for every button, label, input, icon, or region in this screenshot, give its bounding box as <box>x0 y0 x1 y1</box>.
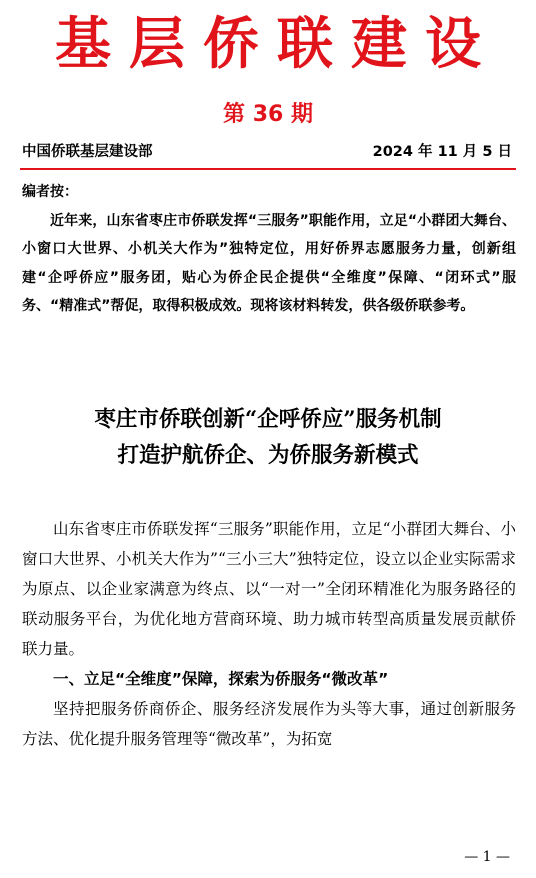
article-paragraph: 坚持把服务侨商侨企、服务经济发展作为头等大事，通过创新服务方法、优化提升服务管理等“微改革”，为拓宽 <box>22 700 516 748</box>
editor-note <box>22 178 516 321</box>
article-paragraph: 山东省枣庄市侨联发挥“三服务”职能作用，立足“小群团大舞台、小窗口大世界、小机关大作为”“三小三大”独特定位，设立以企业实际需求为原点、以企业家满意为终点、以“一对一”全闭环精准化为服务路径的联动服务平台，为优化地方营商环境、助力城市转型高质量发展贡献侨联力量。 <box>22 520 516 658</box>
editor-note-text: 近年来，山东省枣庄市侨联发挥“三服务”职能作用，立足“小群团大舞台、小窗口大世界、小机关大作为”独特定位，用好侨界志愿服务力量，创新组建“企呼侨应”服务团，贴心为侨企民企提供“全维度”保障、“闭环式”服务、“精准式”帮促，取得积极成效。现将该材料转发，供各级侨联参考。 <box>22 212 516 314</box>
page-number: — 1 — <box>464 849 510 865</box>
editor-note-label: 编者按： <box>22 184 78 200</box>
article-title-line2: 打造护航侨企、为侨服务新模式 <box>117 443 419 468</box>
section-heading: 一、立足“全维度”保障，探索为侨服务“微改革” <box>53 670 389 688</box>
meta-row <box>22 140 512 164</box>
issue-date: 2024 年 11 月 5 日 <box>372 144 512 160</box>
header-divider <box>20 168 516 170</box>
article-body <box>22 514 516 754</box>
issuing-department: 中国侨联基层建设部 <box>22 144 153 160</box>
masthead-title: 基层侨联建设 <box>55 11 499 77</box>
article-title <box>20 402 516 474</box>
issue-number: 第 36 期 <box>223 102 313 127</box>
article-title-line1: 枣庄市侨联创新“企呼侨应”服务机制 <box>94 407 442 432</box>
